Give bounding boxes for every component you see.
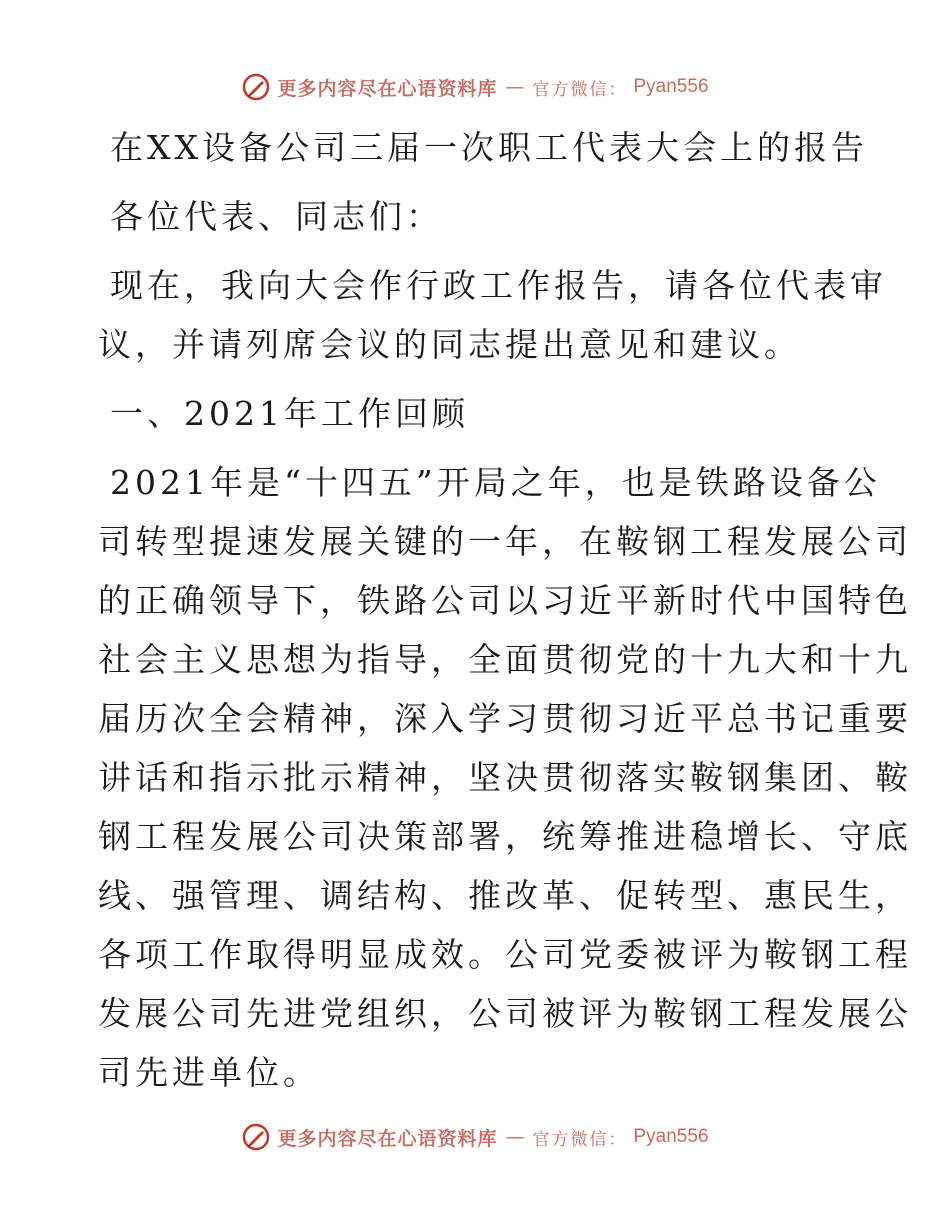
wechat-id: Pyan556	[633, 76, 709, 97]
section-heading: 一、2021年工作回顾	[110, 394, 469, 433]
bottom-watermark-banner	[0, 1122, 950, 1152]
paragraph-line: 现在，我向大会作行政工作报告，请各位代表审	[110, 266, 887, 305]
pen-logo-icon	[241, 72, 271, 102]
paragraph-line: 各项工作取得明显成效。公司党委被评为鞍钢工程	[98, 935, 912, 974]
paragraph-line: 届历次全会精神，深入学习贯彻习近平总书记重要	[98, 699, 912, 738]
paragraph-line: 线、强管理、调结构、推改革、促转型、惠民生，	[98, 876, 912, 915]
intro-paragraph	[98, 256, 887, 374]
paragraph-line: 司先进单位。	[98, 1053, 320, 1092]
paragraph-line: 司转型提速发展关键的一年，在鞍钢工程发展公司	[98, 522, 912, 561]
banner-separator: —	[505, 1126, 525, 1148]
paragraph-line: 发展公司先进党组织，公司被评为鞍钢工程发展公	[98, 994, 912, 1033]
wechat-label: 官方微信：	[532, 79, 628, 100]
paragraph-line: 讲话和指示批示精神，坚决贯彻落实鞍钢集团、鞍	[98, 758, 912, 797]
wechat-label: 官方微信：	[532, 1129, 628, 1150]
document-body	[98, 118, 912, 1112]
top-watermark-banner	[0, 72, 950, 102]
wechat-id: Pyan556	[633, 1126, 709, 1147]
paragraph-line: 议，并请列席会议的同志提出意见和建议。	[98, 325, 801, 364]
paragraph-line: 钢工程发展公司决策部署，统筹推进稳增长、守底	[98, 817, 912, 856]
banner-separator: —	[505, 76, 525, 98]
salutation: 各位代表、同志们：	[110, 197, 443, 236]
paragraph-line: 社会主义思想为指导，全面贯彻党的十九大和十九	[98, 640, 912, 679]
pen-logo-icon	[241, 1122, 271, 1152]
promo-text: 更多内容尽在心语资料库	[277, 77, 498, 100]
paragraph-line: 2021年是“十四五”开局之年，也是铁路设备公	[110, 463, 881, 502]
paragraph-line: 的正确领导下，铁路公司以习近平新时代中国特色	[98, 581, 912, 620]
document-title: 在XX设备公司三届一次职工代表大会上的报告	[110, 128, 868, 167]
review-paragraph	[98, 453, 912, 1102]
promo-text: 更多内容尽在心语资料库	[277, 1127, 498, 1150]
